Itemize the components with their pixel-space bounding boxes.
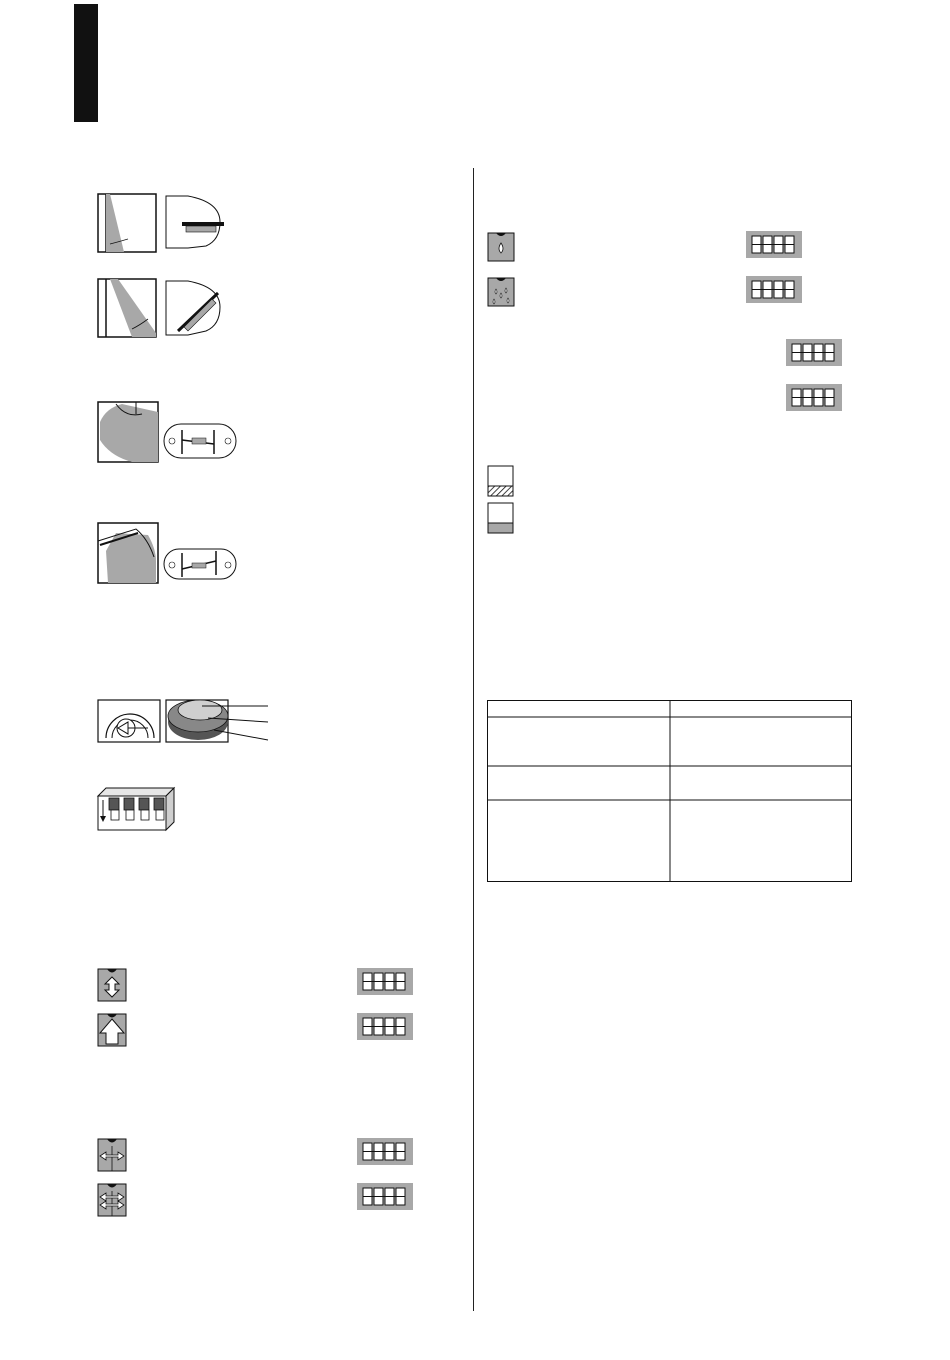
rain-drop-icon [487,232,515,262]
lens-ring-assembly-illustration [164,698,274,744]
ceiling-tilted-mount-illustration [96,277,231,341]
wall-coverage-mount-b-illustration [96,521,241,587]
spec-table [487,700,852,882]
dip-setting-indicator [357,1183,413,1210]
dip-switch-block-illustration[interactable] [96,784,176,832]
parallel-motion-icon [97,1138,127,1172]
bidirectional-arrow-icon [97,968,127,1002]
hatched-floor-icon [487,465,514,497]
language-tab [74,4,98,122]
dip-setting-indicator [786,339,842,366]
rotary-sensitivity-dial-illustration[interactable] [96,698,162,744]
gray-floor-icon [487,502,514,534]
ceiling-flat-mount-illustration [96,192,231,254]
wall-coverage-mount-a-illustration [96,400,241,466]
dip-setting-indicator [746,276,802,303]
snow-rain-icon [487,277,515,307]
dip-setting-indicator [786,384,842,411]
up-arrow-icon [97,1013,127,1047]
cross-motion-icon [97,1183,127,1217]
column-divider [473,168,474,1311]
dip-setting-indicator [746,231,802,258]
dip-setting-indicator [357,968,413,995]
dip-setting-indicator [357,1138,413,1165]
dip-setting-indicator [357,1013,413,1040]
